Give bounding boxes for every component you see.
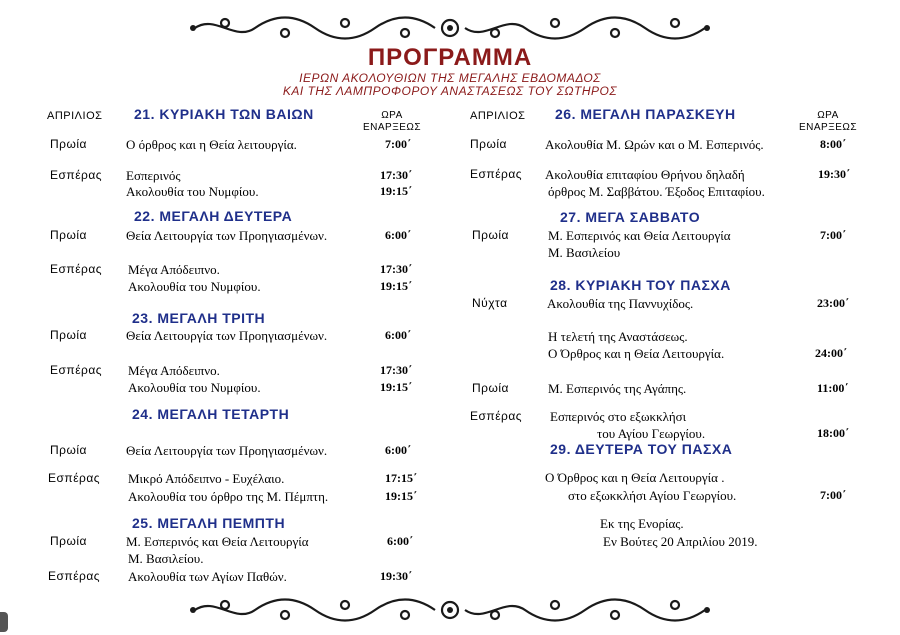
day-29-service-1: Ο Όρθρος και η Θεία Λειτουργία .	[545, 470, 725, 485]
day-21-evening-time-1: 17:30΄	[380, 168, 412, 182]
day-23-heading: 23. ΜΕΓΑΛΗ ΤΡΙΤΗ	[132, 310, 266, 326]
day-23-evening-time-1: 17:30΄	[380, 363, 412, 377]
day-26-heading: 26. ΜΕΓΑΛΗ ΠΑΡΑΣΚΕΥΗ	[555, 106, 736, 122]
day-24-morning-label: Πρωία	[50, 443, 87, 457]
day-29-service-2: στο εξωκκλήσι Αγίου Γεωργίου.	[568, 488, 737, 503]
day-28-night-time-1: 23:00΄	[817, 296, 849, 310]
subtitle-line-2: ΚΑΙ ΤΗΣ ΛΑΜΠΡΟΦΟΡΟΥ ΑΝΑΣΤΑΣΕΩΣ ΤΟΥ ΣΩΤΗΡΟΣ	[282, 84, 618, 98]
left-time-header-line-1: ΩΡΑ	[381, 110, 403, 121]
day-23-evening-time-2: 19:15΄	[380, 380, 412, 394]
day-27-heading: 27. ΜΕΓΑ ΣΑΒΒΑΤΟ	[560, 209, 701, 225]
day-27-morning-service-2: Μ. Βασιλείου	[548, 245, 621, 260]
day-26-evening-service-1: Ακολουθία επιταφίου Θρήνου δηλαδή	[545, 167, 745, 182]
day-24-evening-service-2: Ακολουθία του όρθρο της Μ. Πέμπτη.	[128, 489, 329, 504]
day-26-morning-label: Πρωία	[470, 137, 507, 151]
day-22-evening-time-2: 19:15΄	[380, 279, 412, 293]
bottom-ornament-border	[185, 596, 715, 624]
day-28-evening-time: 18:00΄	[817, 426, 849, 440]
day-22-morning-time: 6:00΄	[385, 228, 411, 242]
day-25-evening-label: Εσπέρας	[48, 569, 101, 583]
day-26-evening-label: Εσπέρας	[470, 167, 523, 181]
day-28-night-service-2: Η τελετή της Αναστάσεως.	[548, 329, 688, 344]
day-22-evening-label: Εσπέρας	[50, 262, 103, 276]
day-27-morning-service-1: Μ. Εσπερινός και Θεία Λειτουργία	[548, 228, 731, 243]
day-24-evening-service-1: Μικρό Απόδειπνο - Ευχέλαιο.	[128, 471, 285, 486]
page-title: ΠΡΟΓΡΑΜΜΑ	[367, 44, 533, 71]
day-24-evening-time-1: 17:15΄	[385, 471, 417, 485]
day-28-morning-label: Πρωία	[472, 381, 509, 395]
left-time-header	[352, 110, 432, 134]
day-23-morning-service: Θεία Λειτουργία των Προηγιασμένων.	[126, 328, 328, 343]
day-22-morning-label: Πρωία	[50, 228, 87, 242]
day-26-evening-time: 19:30΄	[818, 167, 850, 181]
day-23-evening-service-1: Μέγα Απόδειπνο.	[128, 363, 220, 378]
day-25-morning-label: Πρωία	[50, 534, 87, 548]
day-25-morning-time: 6:00΄	[387, 534, 413, 548]
day-28-night-time-2: 24:00΄	[815, 346, 847, 360]
day-25-morning-service-1: Μ. Εσπερινός και Θεία Λειτουργία	[126, 534, 309, 549]
day-24-heading: 24. ΜΕΓΑΛΗ ΤΕΤΑΡΤΗ	[132, 406, 290, 422]
day-24-evening-time-2: 19:15΄	[385, 489, 417, 503]
top-ornament-border	[185, 14, 715, 42]
day-28-night-service-1: Ακολουθία της Παννυχίδος.	[547, 296, 694, 311]
day-22-evening-time-1: 17:30΄	[380, 262, 412, 276]
day-29-heading: 29. ΔΕΥΤΕΡΑ ΤΟΥ ΠΑΣΧΑ	[550, 441, 733, 457]
day-22-morning-service: Θεία Λειτουργία των Προηγιασμένων.	[126, 228, 328, 243]
day-28-evening-service-1: Εσπερινός στο εξωκκλήσι	[550, 409, 687, 424]
day-29-time: 7:00΄	[820, 488, 846, 502]
day-22-heading: 22. ΜΕΓΑΛΗ ΔΕΥΤΕΡΑ	[134, 208, 293, 224]
day-25-evening-time: 19:30΄	[380, 569, 412, 583]
day-22-evening-service-1: Μέγα Απόδειπνο.	[128, 262, 220, 277]
left-time-header-line-2: ΕΝΑΡΞΕΩΣ	[362, 122, 422, 133]
day-24-morning-time: 6:00΄	[385, 443, 411, 457]
day-26-morning-service: Ακολουθία Μ. Ωρών και ο Μ. Εσπερινός.	[545, 137, 764, 152]
day-22-evening-service-2: Ακολουθία του Νυμφίου.	[128, 279, 261, 294]
day-28-night-label: Νύχτα	[472, 296, 508, 310]
day-28-morning-time: 11:00΄	[817, 381, 849, 395]
day-23-evening-service-2: Ακολουθία του Νυμφίου.	[128, 380, 261, 395]
day-21-morning-label: Πρωία	[50, 137, 87, 151]
scroll-handle[interactable]	[0, 612, 8, 632]
right-month-header: ΑΠΡΙΛΙΟΣ	[470, 110, 526, 122]
day-25-evening-service: Ακολουθία των Αγίων Παθών.	[128, 569, 287, 584]
right-time-header-line-1: ΩΡΑ	[817, 110, 839, 121]
day-28-morning-service: Μ. Εσπερινός της Αγάπης.	[548, 381, 687, 396]
day-23-morning-time: 6:00΄	[385, 328, 411, 342]
right-time-header	[788, 110, 868, 134]
day-23-evening-label: Εσπέρας	[50, 363, 103, 377]
day-27-morning-label: Πρωία	[472, 228, 509, 242]
day-25-heading: 25. ΜΕΓΑΛΗ ΠΕΜΠΤΗ	[132, 515, 286, 531]
day-21-evening-service-2: Ακολουθία του Νυμφίου.	[126, 184, 259, 199]
right-time-header-line-2: ΕΝΑΡΞΕΩΣ	[798, 122, 858, 133]
day-28-heading: 28. ΚΥΡΙΑΚΗ ΤΟΥ ΠΑΣΧΑ	[550, 277, 731, 293]
day-21-morning-service: Ο όρθρος και η Θεία λειτουργία.	[126, 137, 297, 152]
day-26-morning-time: 8:00΄	[820, 137, 846, 151]
left-month-header: ΑΠΡΙΛΙΟΣ	[47, 110, 103, 122]
day-21-evening-time-2: 19:15΄	[380, 184, 412, 198]
day-28-evening-service-2: του Αγίου Γεωργίου.	[597, 426, 706, 441]
day-21-morning-time: 7:00΄	[385, 137, 411, 151]
day-21-evening-service-1: Εσπερινός	[126, 168, 181, 183]
footer-line-2: Εν Βούτες 20 Απριλίου 2019.	[603, 534, 758, 549]
day-27-morning-time: 7:00΄	[820, 228, 846, 242]
day-25-morning-service-2: Μ. Βασιλείου.	[128, 551, 204, 566]
footer-line-1: Εκ της Ενορίας.	[600, 516, 684, 531]
day-28-night-service-3: Ο Όρθρος και η Θεία Λειτουργία.	[548, 346, 725, 361]
day-28-evening-label: Εσπέρας	[470, 409, 523, 423]
day-24-morning-service: Θεία Λειτουργία των Προηγιασμένων.	[126, 443, 328, 458]
day-21-evening-label: Εσπέρας	[50, 168, 103, 182]
day-26-evening-service-2: όρθρος Μ. Σαββάτου. Έξοδος Επιταφίου.	[548, 184, 765, 199]
subtitle-line-1: ΙΕΡΩΝ ΑΚΟΛΟΥΘΙΩΝ ΤΗΣ ΜΕΓΑΛΗΣ ΕΒΔΟΜΑΔΟΣ	[299, 71, 601, 85]
day-24-evening-label: Εσπέρας	[48, 471, 101, 485]
day-23-morning-label: Πρωία	[50, 328, 87, 342]
day-21-heading: 21. ΚΥΡΙΑΚΗ ΤΩΝ ΒΑΙΩΝ	[134, 106, 314, 122]
